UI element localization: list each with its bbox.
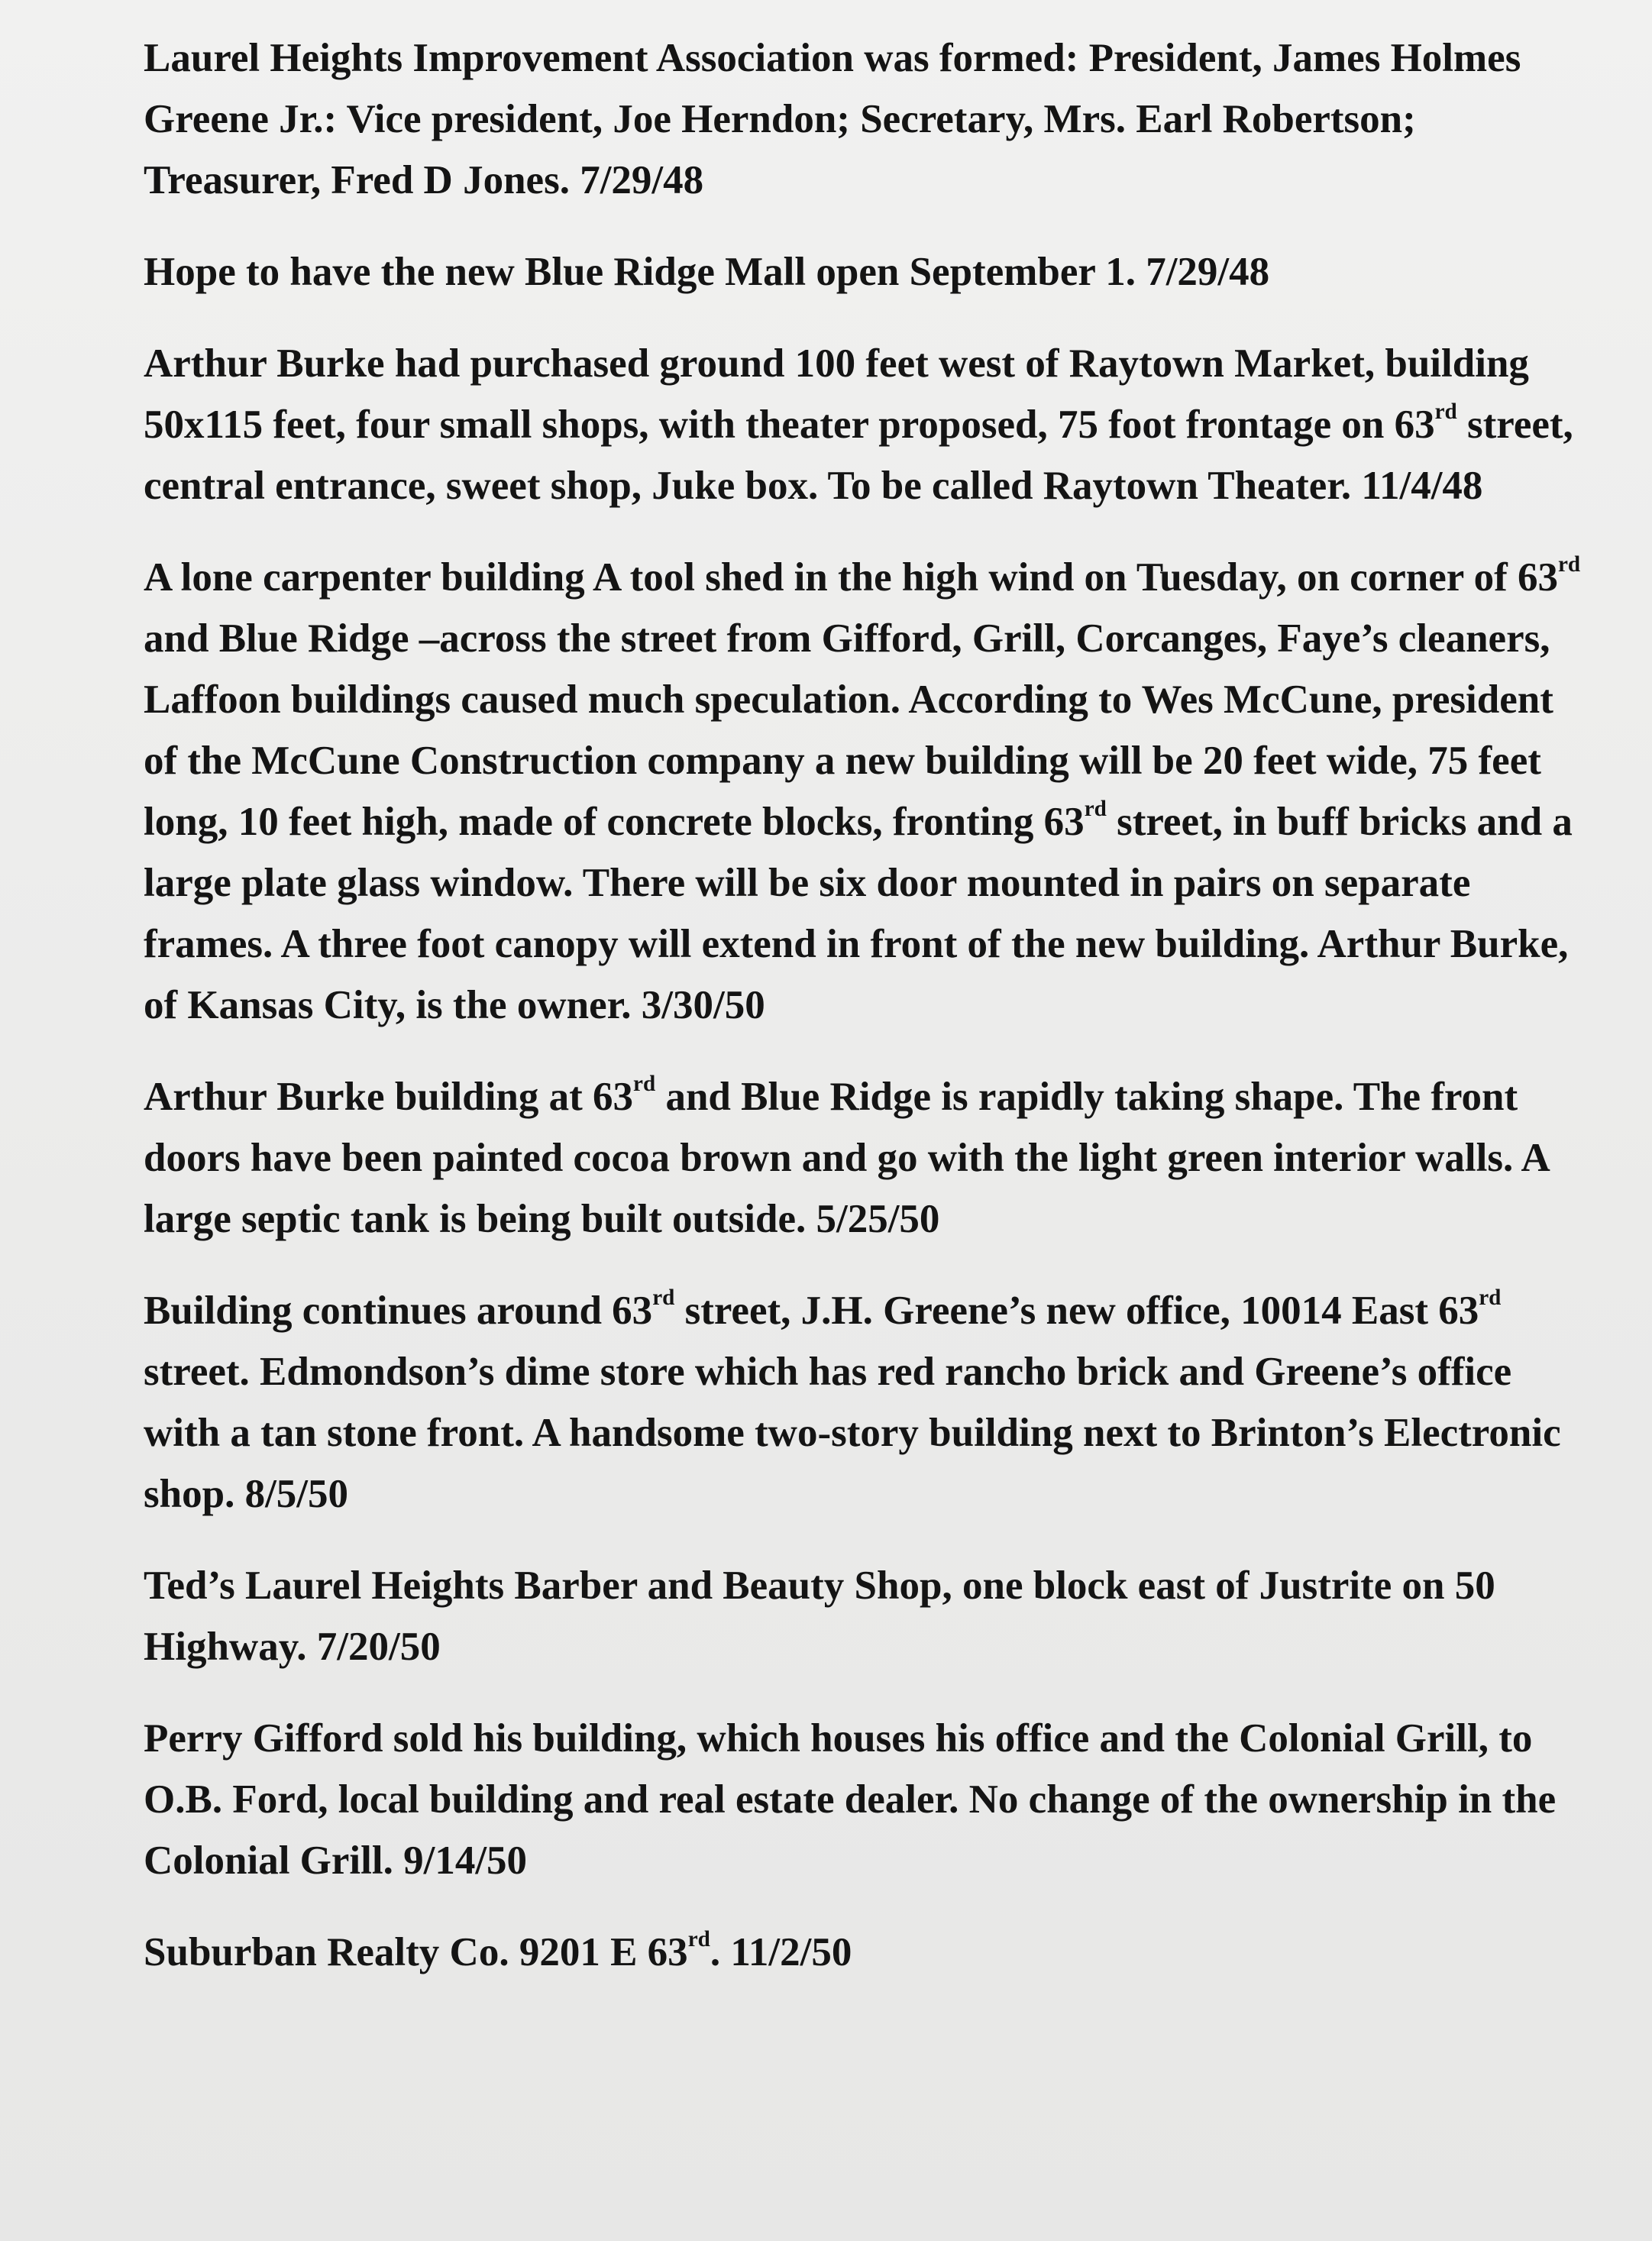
entry-text: Hope to have the new Blue Ridge Mall open September 1. 7/29/48: [144, 250, 1270, 294]
entry-text: street, J.H. Greene’s new office, 10014 East 63: [674, 1289, 1479, 1333]
ordinal-suffix: rd: [1479, 1285, 1502, 1311]
entry-text: . 11/2/50: [710, 1930, 852, 1974]
entry-text: and Blue Ridge –across the street from Gifford, Grill, Corcanges, Faye’s cleaners, Laffoon buildings caused much speculation. According to Wes McCune, president of the McCune Construction company a new building will be 20 feet wide, 75 feet long, 10 feet high, made of concrete blocks, fronting 63: [144, 616, 1553, 844]
entry-tool-shed-construction: [144, 547, 1595, 1036]
ordinal-suffix: rd: [633, 1072, 656, 1097]
entry-text: and Blue Ridge is rapidly taking shape. The front doors have been painted cocoa brown and go with the light green interior walls. A large septic tank is being built outside. 5/25/50: [144, 1075, 1548, 1241]
entry-suburban-realty: [144, 1922, 1595, 1983]
entry-raytown-theater: [144, 333, 1595, 516]
entry-barber-beauty-shop: [144, 1555, 1595, 1677]
entry-text: street, central entrance, sweet shop, Juke box. To be called Raytown Theater. 11/4/48: [144, 403, 1573, 508]
document-body: [144, 27, 1595, 2013]
entry-text: street. Edmondson’s dime store which has red rancho brick and Greene’s office with a tan stone front. A handsome two-story building next to Brinton’s Electronic shop. 8/5/50: [144, 1350, 1561, 1516]
ordinal-suffix: rd: [687, 1927, 710, 1952]
entry-text: Building continues around 63: [144, 1289, 653, 1333]
entry-text: Perry Gifford sold his building, which houses his office and the Colonial Grill, to O.B. Ford, local building and real estate dealer. No change of the ownership in the Colonial Grill. 9/14/50: [144, 1716, 1557, 1883]
entry-gifford-sale: [144, 1708, 1595, 1891]
entry-text: Laurel Heights Improvement Association was formed: President, James Holmes Greene Jr.: Vice president, Joe Herndon; Secretary, Mrs. Earl Robertson; Treasurer, Fred D Jones. 7/29/48: [144, 36, 1521, 202]
entry-text: Arthur Burke building at 63: [144, 1075, 634, 1119]
entry-text: Ted’s Laurel Heights Barber and Beauty Shop, one block east of Justrite on 50 Highway. 7/20/50: [144, 1564, 1495, 1669]
ordinal-suffix: rd: [1557, 552, 1581, 577]
entry-text: street, in buff bricks and a large plate glass window. There will be six door mounted in pairs on separate frames. A three foot canopy will extend in front of the new building. Arthur Burke, of Kansas City, is the owner. 3/30/50: [144, 800, 1573, 1027]
ordinal-suffix: rd: [1434, 399, 1457, 425]
entry-burke-building: [144, 1066, 1595, 1250]
ordinal-suffix: rd: [1084, 797, 1107, 822]
entry-text: A lone carpenter building A tool shed in the high wind on Tuesday, on corner of 63: [144, 555, 1558, 600]
entry-greene-office: [144, 1280, 1595, 1525]
ordinal-suffix: rd: [652, 1285, 675, 1311]
entry-laurel-heights-association: [144, 27, 1595, 211]
entry-text: Suburban Realty Co. 9201 E 63: [144, 1930, 688, 1974]
entry-blue-ridge-mall: [144, 241, 1595, 302]
entry-text: Arthur Burke had purchased ground 100 feet west of Raytown Market, building 50x115 feet, four small shops, with theater proposed, 75 foot frontage on 63: [144, 341, 1529, 447]
